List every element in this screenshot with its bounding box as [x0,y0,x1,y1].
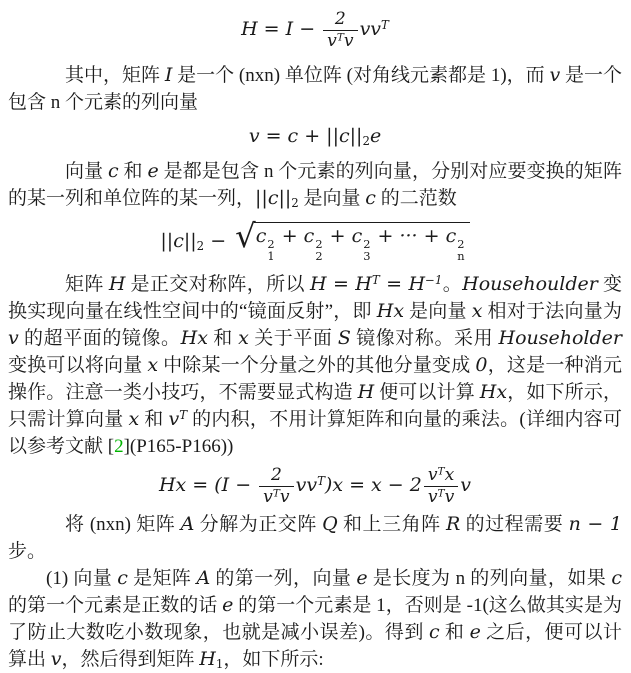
math-run: v [50,648,62,671]
text-run: 是向量 [404,301,472,323]
math-run: T [179,408,188,423]
math-run: e [356,567,368,590]
fraction-numerator [323,9,357,30]
fraction-numerator [259,465,293,486]
text-run: 关于平面 [248,328,338,350]
text-run: 便可以计算 [374,382,480,404]
math-run: H = H [309,273,372,296]
text-run: 。 [442,274,463,296]
math-run: c [611,567,622,590]
math-run [315,238,322,264]
math-run: T [272,487,280,500]
text-run: 是矩阵 [127,568,197,590]
math-run: Hx [479,381,508,404]
text-run: 将 (nxn) 矩阵 [65,514,181,536]
text-run: 的第一个元素是 1，否则是 -1(这么做其实是为了防止大数吃小数现象，也就是减小误差)。得到 [8,595,622,644]
math-expression [160,230,232,252]
math-run [457,238,464,264]
math-run: 2 [270,465,282,486]
text-run: ](P165-P166)) [123,436,234,458]
math-run: vv [359,18,382,40]
text-run: 矩阵 [65,274,109,296]
text-run: 是都是包含 n 个元素的列向量，分别对应要变换的矩阵的某一列和单位阵的某一列， [8,160,622,209]
text-run: 和 [118,160,148,182]
script-digit: 1 [267,249,275,264]
math-run: + [323,224,352,247]
math-run: v [279,486,290,507]
text-run: ，然后得到矩阵 [61,649,200,671]
math-run: Hx [180,327,208,350]
math-run: v [263,486,273,507]
math-run: x [471,300,483,323]
math-run: c [429,621,440,644]
text-run: 是长度为 n 的列向量，如果 [367,568,612,590]
math-run: H [357,381,375,404]
text-run: 相对于法向量为 [482,301,622,323]
text-run: 和 [207,328,239,350]
math-expression [360,18,389,40]
text-run: ，这是一种消元操作。注意一类小技巧，不需要显式构造 [8,355,622,404]
math-run: c [117,567,128,590]
math-run: = [379,273,409,296]
math-run: ||c|| [160,229,197,252]
text-run: 的超平面的镜像。 [18,328,181,350]
fraction [424,465,458,507]
math-run: v [343,30,354,51]
math-run: v [327,30,337,51]
paragraph-vectors-c-e [8,158,622,212]
text-run: ，如下所示，只需计算向量 [8,382,622,431]
math-run: Hx [376,300,405,323]
math-run: e [147,159,159,182]
math-run: T [317,474,325,489]
math-run: v [549,64,561,86]
math-run: e [469,621,481,644]
math-run: T [336,31,344,44]
citation-link[interactable]: 2 [114,436,124,458]
paragraph-identity-matrix [8,62,622,116]
math-run: )x = x − 2 [324,474,422,497]
fraction-denominator [424,486,458,508]
text-run: 之后，便可以计算出 [8,622,622,671]
script-digit: 2 [267,236,275,251]
text-run: 分解为正交阵 [194,514,323,536]
text-run: 的第一列，向量 [210,568,357,590]
text-run: 是向量 [298,187,366,209]
math-run: 2 [334,9,346,29]
text-run: 镜像对称。采用 [350,328,499,350]
script-digit: 2 [363,236,371,251]
text-run: 的内积，不用计算矩阵和向量的乘法。(详细内容可以参考文献 [ [8,409,622,458]
math-run: 2 [291,195,299,210]
math-run: 2 [362,133,370,148]
fraction-numerator [424,465,458,486]
text-run: (1) 向量 [46,568,118,590]
math-run: I [164,64,173,86]
script-digit: 2 [457,236,465,251]
text-run: 其中，矩阵 [65,65,165,86]
math-run: v [427,465,438,486]
math-run: x [128,408,140,431]
script-digit: 2 [315,236,323,251]
math-run: c [351,224,363,247]
math-run: v [168,408,180,431]
math-run: A [196,567,211,590]
text-run: 是正交对称阵，所以 [125,274,310,296]
math-run: c [255,224,267,247]
math-run [267,238,274,264]
paragraph-step1 [8,565,622,673]
fraction [259,465,293,507]
math-run: −1 [425,273,443,288]
text-run: ，如下所示: [223,649,324,671]
script-digit: 3 [363,249,371,264]
square-root [235,216,469,264]
math-run: T [437,465,445,478]
math-run: T [381,18,389,33]
math-run: R [446,513,461,536]
text-run: 变换实现向量在线性空间中的“镜面反射”，即 [8,274,622,323]
math-run: x [147,354,159,377]
math-run: 2 [196,238,205,253]
math-run: c [303,224,315,247]
math-run: v [460,474,472,497]
math-expression [241,18,321,40]
formula-householder-matrix [8,9,622,51]
math-run: Hx = (I − [158,474,258,497]
math-run: A [180,513,195,536]
math-expression [460,474,471,496]
script-digit: 2 [315,249,323,264]
math-run: e [222,594,234,617]
math-run: Househoulder [462,273,598,296]
math-run: v = c + ||c|| [248,125,363,147]
text-run: 和上三角阵 [337,514,446,536]
math-run: vv [295,474,318,497]
script-digit: n [457,249,465,264]
math-expression [159,474,257,496]
text-run: 向量 [65,160,109,182]
formula-v-definition [8,126,622,148]
math-run: + [275,224,304,247]
math-run: H = I − [241,18,322,40]
fraction-denominator [259,486,293,508]
math-run: x [238,327,249,350]
math-run: Householder [498,327,622,350]
math-run: e [369,125,382,147]
text-run: 步。 [8,541,47,563]
radicand [254,222,470,263]
text-run: 变换可以将向量 [8,355,148,377]
math-run: H [108,273,126,296]
math-run: n − 1 [568,513,622,536]
math-run: x [444,465,455,486]
fraction-denominator [323,30,357,52]
paragraph-qr-steps [8,511,622,565]
math-run: c [365,186,376,209]
text-run: 的过程需要 [460,514,569,536]
text-run: 和 [439,622,470,644]
math-run: H [408,273,426,296]
math-run: Q [322,513,338,536]
math-run: v [444,486,455,507]
radical-sign-icon: √ [235,216,256,255]
math-run: H [199,648,216,671]
math-run: + ··· + [371,224,446,247]
formula-hx-expansion [8,465,622,507]
math-run: S [337,327,351,350]
math-expression [296,474,422,496]
math-run: c [445,224,457,247]
math-run: v [427,486,438,507]
fraction [323,9,357,51]
text-run: 和 [139,409,169,431]
math-run: T [437,487,445,500]
paragraph-orthogonal-symmetric [8,271,622,460]
text-run: 的二范数 [375,187,457,209]
math-run: T [371,273,380,288]
math-expression [249,125,381,147]
math-run: − [204,229,233,252]
text-run: 中除某一个分量之外的其他分量变成 [158,355,476,377]
math-run [363,238,370,264]
text-run: 是一个包含 n 个元素的列向量 [8,65,622,113]
math-run: ||c|| [255,186,292,209]
text-run: 是一个 (nxn) 单位阵 (对角线元素都是 1)，而 [172,65,550,86]
text-run: 的第一个元素是正数的话 [8,595,223,617]
math-run: 1 [215,657,224,671]
math-run: 0 [475,354,488,377]
formula-l2-norm [8,216,622,264]
math-run: v [8,327,19,350]
math-run: c [108,159,119,182]
